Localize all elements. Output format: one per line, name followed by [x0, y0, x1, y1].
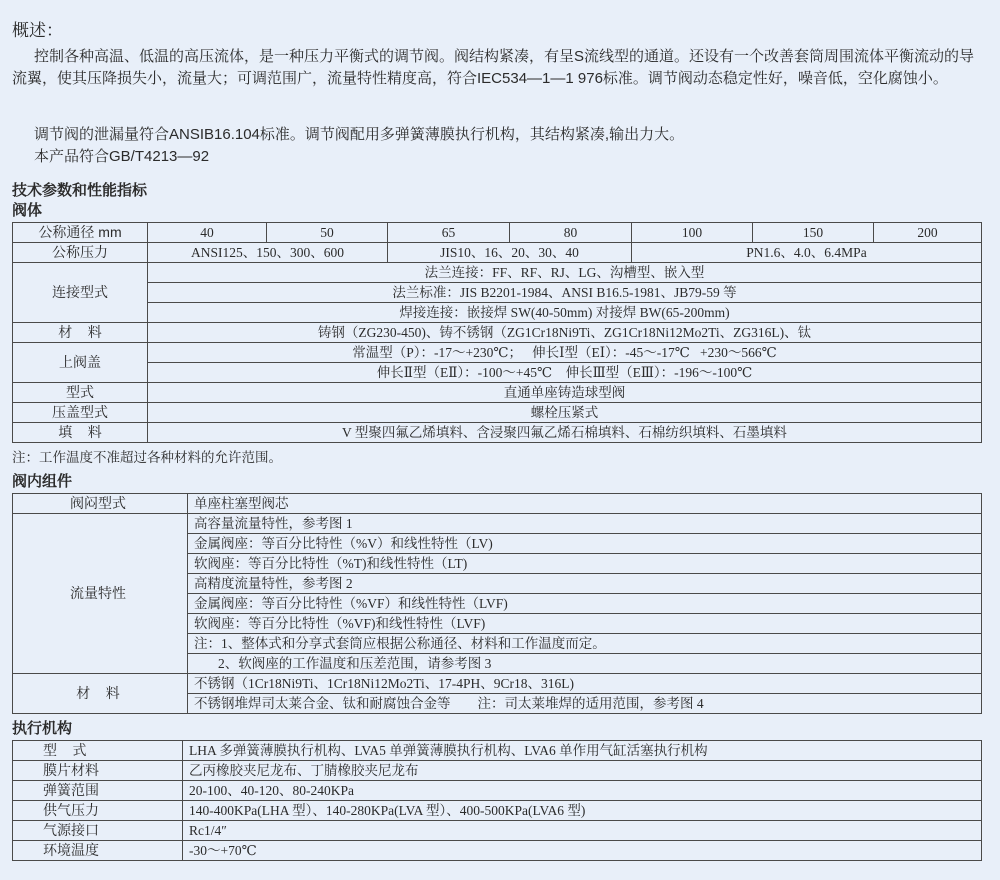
- packing-cell: V 型聚四氟乙烯填料、含浸聚四氟乙烯石棉填料、石棉纺织填料、石墨填料: [148, 423, 982, 443]
- flow-cell: 金属阀座：等百分比特性（%V）和线性特性（LV): [188, 534, 982, 554]
- flow-cell: 软阀座：等百分比特性（%T)和线性特性（LT): [188, 554, 982, 574]
- table-row: [13, 781, 982, 801]
- connection-cell: 焊接连接：嵌接焊 SW(40-50mm) 对接焊 BW(65-200mm): [148, 303, 982, 323]
- table-row: [13, 243, 982, 263]
- material-cell: 铸钢（ZG230-450)、铸不锈钢（ZG1Cr18Ni9Ti、ZG1Cr18Ni12Mo2Ti、ZG316L)、钛: [148, 323, 982, 343]
- actuator-label: 膜片材料: [13, 761, 183, 781]
- trim-material-cell: 不锈钢（1Cr18Ni9Ti、1Cr18Ni12Mo2Ti、17-4PH、9Cr18、316L): [188, 674, 982, 694]
- trim-table: [12, 493, 982, 714]
- table-row: [13, 423, 982, 443]
- connection-cell: 法兰标准：JIS B2201-1984、ANSI B16.5-1981、JB79-59 等: [148, 283, 982, 303]
- actuator-cell: 乙丙橡胶夹尼龙布、丁腈橡胶夹尼龙布: [183, 761, 982, 781]
- actuator-cell: -30～+70℃: [183, 841, 982, 861]
- table-row: [13, 841, 982, 861]
- gland-cell: 螺栓压紧式: [148, 403, 982, 423]
- trim-material-label: 材 料: [13, 674, 188, 714]
- table-row: [13, 263, 982, 283]
- type-label: 型式: [13, 383, 148, 403]
- bonnet-cell: 常温型（P）：-17～+230℃； 伸长Ⅰ型（EⅠ）：-45～-17℃ +230～566℃: [148, 343, 982, 363]
- table-row: [13, 283, 982, 303]
- flow-cell: 高精度流量特性，参考图 2: [188, 574, 982, 594]
- overview-paragraph-2: 调节阀的泄漏量符合ANSIB16.104标准。调节阀配用多弹簧薄膜执行机构，其结构紧凑,输出力大。: [34, 126, 685, 143]
- flow-cell: 注：1、整体式和分享式套筒应根据公称通径、材料和工作温度而定。: [188, 634, 982, 654]
- actuator-cell: 20-100、40-120、80-240KPa: [183, 781, 982, 801]
- actuator-cell: Rc1/4″: [183, 821, 982, 841]
- tech-heading: 技术参数和性能指标: [12, 182, 148, 199]
- actuator-label: 环境温度: [13, 841, 183, 861]
- actuator-label: 型 式: [13, 741, 183, 761]
- gland-label: 压盖型式: [13, 403, 148, 423]
- actuator-label: 弹簧范围: [13, 781, 183, 801]
- plug-type-label: 阀闷型式: [13, 494, 188, 514]
- size-cell: 65: [388, 223, 510, 243]
- table-row: [13, 403, 982, 423]
- valve-body-heading: 阀体: [12, 202, 43, 219]
- plug-type-cell: 单座柱塞型阀芯: [188, 494, 982, 514]
- pressure-ansi-cell: ANSI125、150、300、600: [148, 243, 388, 263]
- actuator-label: 气源接口: [13, 821, 183, 841]
- flow-cell: 软阀座：等百分比特性（%VF)和线性特性（LVF): [188, 614, 982, 634]
- overview-paragraph-3: 本产品符合GB/T4213—92: [34, 148, 210, 165]
- packing-label: 填 料: [13, 423, 148, 443]
- size-cell: 200: [874, 223, 982, 243]
- flow-cell: 金属阀座：等百分比特性（%VF）和线性特性（LVF): [188, 594, 982, 614]
- trim-heading: 阀内组件: [12, 473, 73, 490]
- pressure-pn-cell: PN1.6、4.0、6.4MPa: [632, 243, 982, 263]
- flow-cell: 2、软阀座的工作温度和压差范围，请参考图 3: [188, 654, 982, 674]
- table-row: [13, 323, 982, 343]
- table-row: [13, 303, 982, 323]
- overview-paragraph-1: 控制各种高温、低温的高压流体，是一种压力平衡式的调节阀。阀结构紧凑，有呈S流线型的通道。还设有一个改善套筒周围流体平衡流动的导流翼，使其压降损失小，流量大；可调范围广，流量特性精度高，符合IEC534—1—1 976标准。调节阀动态稳定性好，噪音低，空化腐蚀小。: [12, 48, 975, 87]
- flow-label: 流量特性: [13, 514, 188, 674]
- actuator-cell: 140-400KPa(LHA 型）、140-280KPa(LVA 型）、400-500KPa(LVA6 型): [183, 801, 982, 821]
- bonnet-label: 上阀盖: [13, 343, 148, 383]
- table-row: [13, 514, 982, 534]
- table-row: [13, 343, 982, 363]
- table-row: [13, 674, 982, 694]
- trim-material-cell: 不锈钢堆焊司太莱合金、钛和耐腐蚀合金等 注：司太莱堆焊的适用范围，参考图 4: [188, 694, 982, 714]
- flow-cell: 高容量流量特性，参考图 1: [188, 514, 982, 534]
- table-row: [13, 494, 982, 514]
- table-row: [13, 363, 982, 383]
- valve-body-table: [12, 222, 982, 443]
- actuator-label: 供气压力: [13, 801, 183, 821]
- valve-body-note: 注：工作温度不准超过各种材料的允许范围。: [12, 450, 282, 465]
- actuator-heading: 执行机构: [12, 720, 73, 737]
- size-cell: 50: [267, 223, 388, 243]
- pressure-jis-cell: JIS10、16、20、30、40: [388, 243, 632, 263]
- overview-heading: 概述：: [12, 21, 63, 40]
- table-row: [13, 801, 982, 821]
- connection-label: 连接型式: [13, 263, 148, 323]
- connection-cell: 法兰连接：FF、RF、RJ、LG、沟槽型、嵌入型: [148, 263, 982, 283]
- actuator-cell: LHA 多弹簧薄膜执行机构、LVA5 单弹簧薄膜执行机构、LVA6 单作用气缸活塞执行机构: [183, 741, 982, 761]
- bonnet-cell: 伸长Ⅱ型（EⅡ）：-100～+45℃ 伸长Ⅲ型（EⅢ）：-196～-100℃: [148, 363, 982, 383]
- table-row: [13, 821, 982, 841]
- actuator-table: [12, 740, 982, 861]
- size-cell: 150: [753, 223, 874, 243]
- table-row: [13, 741, 982, 761]
- table-row: [13, 383, 982, 403]
- type-cell: 直通单座铸造球型阀: [148, 383, 982, 403]
- nominal-diameter-label: 公称通径 mm: [13, 223, 148, 243]
- table-row: [13, 761, 982, 781]
- material-label: 材 料: [13, 323, 148, 343]
- size-cell: 100: [632, 223, 753, 243]
- size-cell: 40: [148, 223, 267, 243]
- size-cell: 80: [510, 223, 632, 243]
- pressure-label: 公称压力: [13, 243, 148, 263]
- table-row: [13, 223, 982, 243]
